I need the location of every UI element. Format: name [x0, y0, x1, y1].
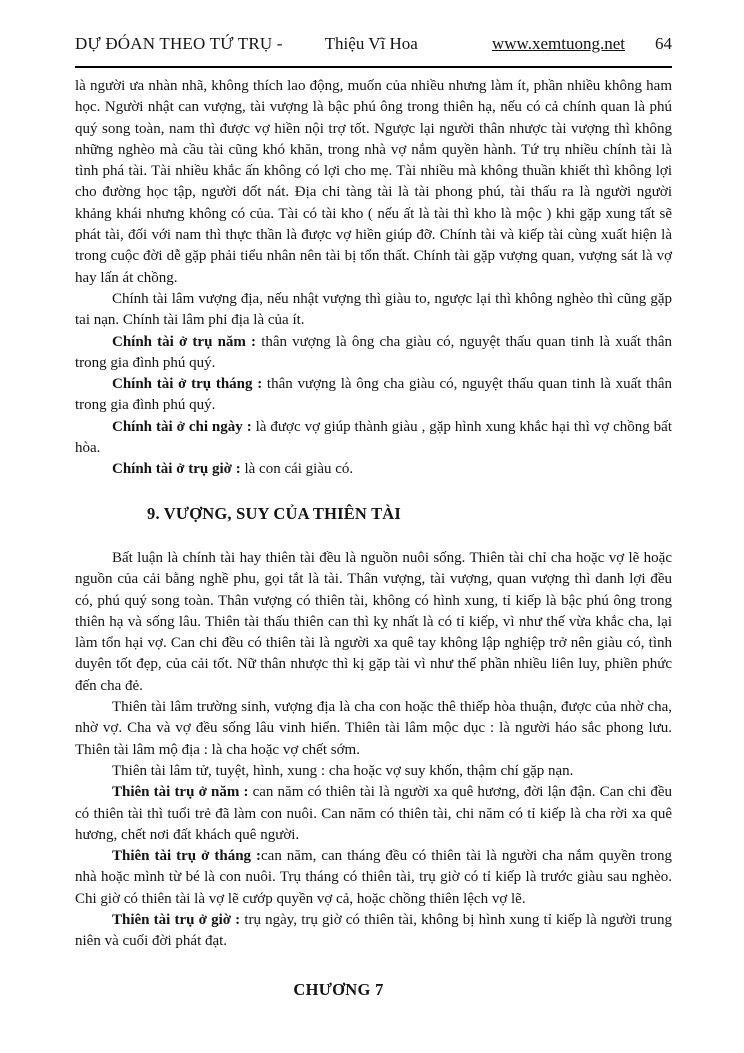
paragraph — [75, 76, 672, 289]
paragraph — [75, 289, 672, 332]
chapter-heading: CHƯƠNG 7 — [293, 979, 384, 999]
paragraph-text: trụ ngày, trụ giờ có thiên tài, không bị hình xung tỉ kiếp là người trung niên và cuối đời phát đạt. — [75, 911, 672, 950]
paragraph — [75, 332, 672, 375]
paragraph — [75, 782, 672, 846]
paragraph-text: thân vượng là ông cha giàu có, nguyệt thấu quan tinh là xuất thân trong gia đình phú quý. — [75, 376, 672, 414]
paragraph-text: thân vượng là ông cha giàu có, nguyệt thấu quan tinh là xuất thân trong gia đình phú quý. — [75, 333, 672, 371]
paragraph-text: can năm có thiên tài là người xa quê hương, đời lận đận. Can chi đều có thiên tài thì tuổi trẻ đã làm con nuôi. Can năm có thiên tài, chi năm có tỉ kiếp là cha rời xa quê hương, chết nơi đất khách quê người. — [75, 784, 672, 843]
paragraph — [75, 910, 672, 953]
page-body — [75, 76, 672, 1000]
paragraph-lead: Chính tài ở chi ngày : — [112, 418, 252, 435]
paragraph — [75, 459, 672, 480]
paragraph-text: can năm, can tháng đều có thiên tài là người cha nắm quyền trong nhà hoặc mình từ bé là con nuôi. Trụ tháng có thiên tài, trụ giờ có tỉ kiếp là trước giàu sau nghèo. Chi giờ có thiên tài là vợ lẽ cướp quyền vợ cả, hoặc chồng thiên lệch vợ lẽ. — [75, 848, 672, 907]
paragraph-text: là người ưa nhàn nhã, không thích lao động, muốn của nhiều nhưng làm ít, phần nhiều không ham học. Người nhật can vượng, tài vượng là bậc phú ông trong thiên hạ, nếu có cả chính quan là phú quý song toàn, nam thì được vợ hiền nội trợ tốt. Ngược lại người thân nhược tài vượng thì không những nghèo mà cầu tài cũng khó khăn, trong nhà vợ nắm quyền hành. Tứ trụ nhiều chính tài là tình phá tài. Tài nhiều khắc ấn không có lợi cho mẹ. Tài nhiều mà không thuần khiết thì không lợi cho đường học tập, người dốt nát. Địa chi tàng tài là tài phong phú, tài thấu ra là người người khảng khái nhưng không có của. Tài có tài kho ( nếu ất là tài thì kho là mộc ) khi gặp xung tất sẽ phát tài, đối với nam thì thực thần là được vợ hiền giúp đỡ. Chính tài và kiếp tài cùng xuất hiện là trong cuộc đời dễ gặp phải tiểu nhân nên tài bị tổn thất. Chính tài gặp vượng quan, vượng sát là vợ hay lấn át chồng. — [75, 78, 672, 286]
paragraph-text: Thiên tài lâm tử, tuyệt, hình, xung : cha hoặc vợ suy khốn, thậm chí gặp nạn. — [112, 762, 574, 779]
author-name: Thiệu Vĩ Hoa — [324, 34, 418, 53]
paragraph — [75, 417, 672, 460]
paragraph-text: là được vợ giúp thành giàu , gặp hình xung khắc hại thì vợ chồng bất hòa. — [75, 418, 672, 457]
paragraph — [75, 374, 672, 417]
paragraph — [75, 761, 672, 782]
paragraph-lead: Thiên tài trụ ở tháng : — [112, 848, 262, 865]
paragraph — [75, 697, 672, 761]
paragraph-lead: Chính tài ở trụ năm : — [112, 333, 257, 350]
section-heading: 9. VƯỢNG, SUY CỦA THIÊN TÀI — [147, 503, 402, 523]
website-link[interactable]: www.xemtuong.net — [492, 34, 625, 53]
page-header — [75, 34, 672, 68]
paragraph-lead: Chính tài ở trụ giờ : — [112, 461, 241, 478]
paragraph — [75, 548, 672, 697]
paragraph-lead: Thiên tài trụ ở giờ : — [112, 911, 241, 928]
paragraph-lead: Chính tài ở trụ tháng : — [112, 376, 263, 393]
paragraph-text: Bất luận là chính tài hay thiên tài đều là nguồn nuôi sống. Thiên tài chỉ cha hoặc vợ lẽ hoặc nguồn của cải bằng nghề phu, gọi tắt là tài. Thân vượng, tài vượng, quan vượng thì danh lợi đều có, phú quý song toàn. Thân vượng có thiên tài, không có hình xung, tỉ kiếp là bậc phú ông trong thiên hạ và sống lâu. Thiên tài thấu thiên can thì kỵ nhất là có tỉ kiếp, vì như thế vừa khắc cha, lại làm tổn hại vợ. Can chi đều có thiên tài là người xa quê tay không lập nghiệp trở nên giàu có, tình duyên tốt đẹp, của cải tốt. Nữ thân nhược thì kị gặp tài vì như thế phần nhiều liên luy, phiền phức đến cha đẻ. — [75, 549, 672, 694]
paragraph-text: Chính tài lâm vượng địa, nếu nhật vượng thì giàu to, ngược lại thì không nghèo thì cũng gặp tai nạn. Chính tài lâm phi địa là của ít. — [75, 290, 672, 329]
paragraph-text: là con cái giàu có. — [240, 461, 354, 478]
book-title: DỰ ĐÓAN THEO TỨ TRỤ - — [75, 34, 283, 53]
paragraph-text: Thiên tài lâm trường sinh, vượng địa là cha con hoặc thê thiếp hòa thuận, được của nhờ cha, nhờ vợ. Cha và vợ đều sống lâu vinh hiển. Thiên tài lâm mộc dục : là người háo sắc phong lưu. Thiên tài lâm mộ địa : là cha hoặc vợ chết sớm. — [75, 699, 672, 758]
page-number: 64 — [655, 34, 672, 53]
paragraph-lead: Thiên tài trụ ở năm : — [112, 784, 249, 801]
paragraph — [75, 846, 672, 910]
